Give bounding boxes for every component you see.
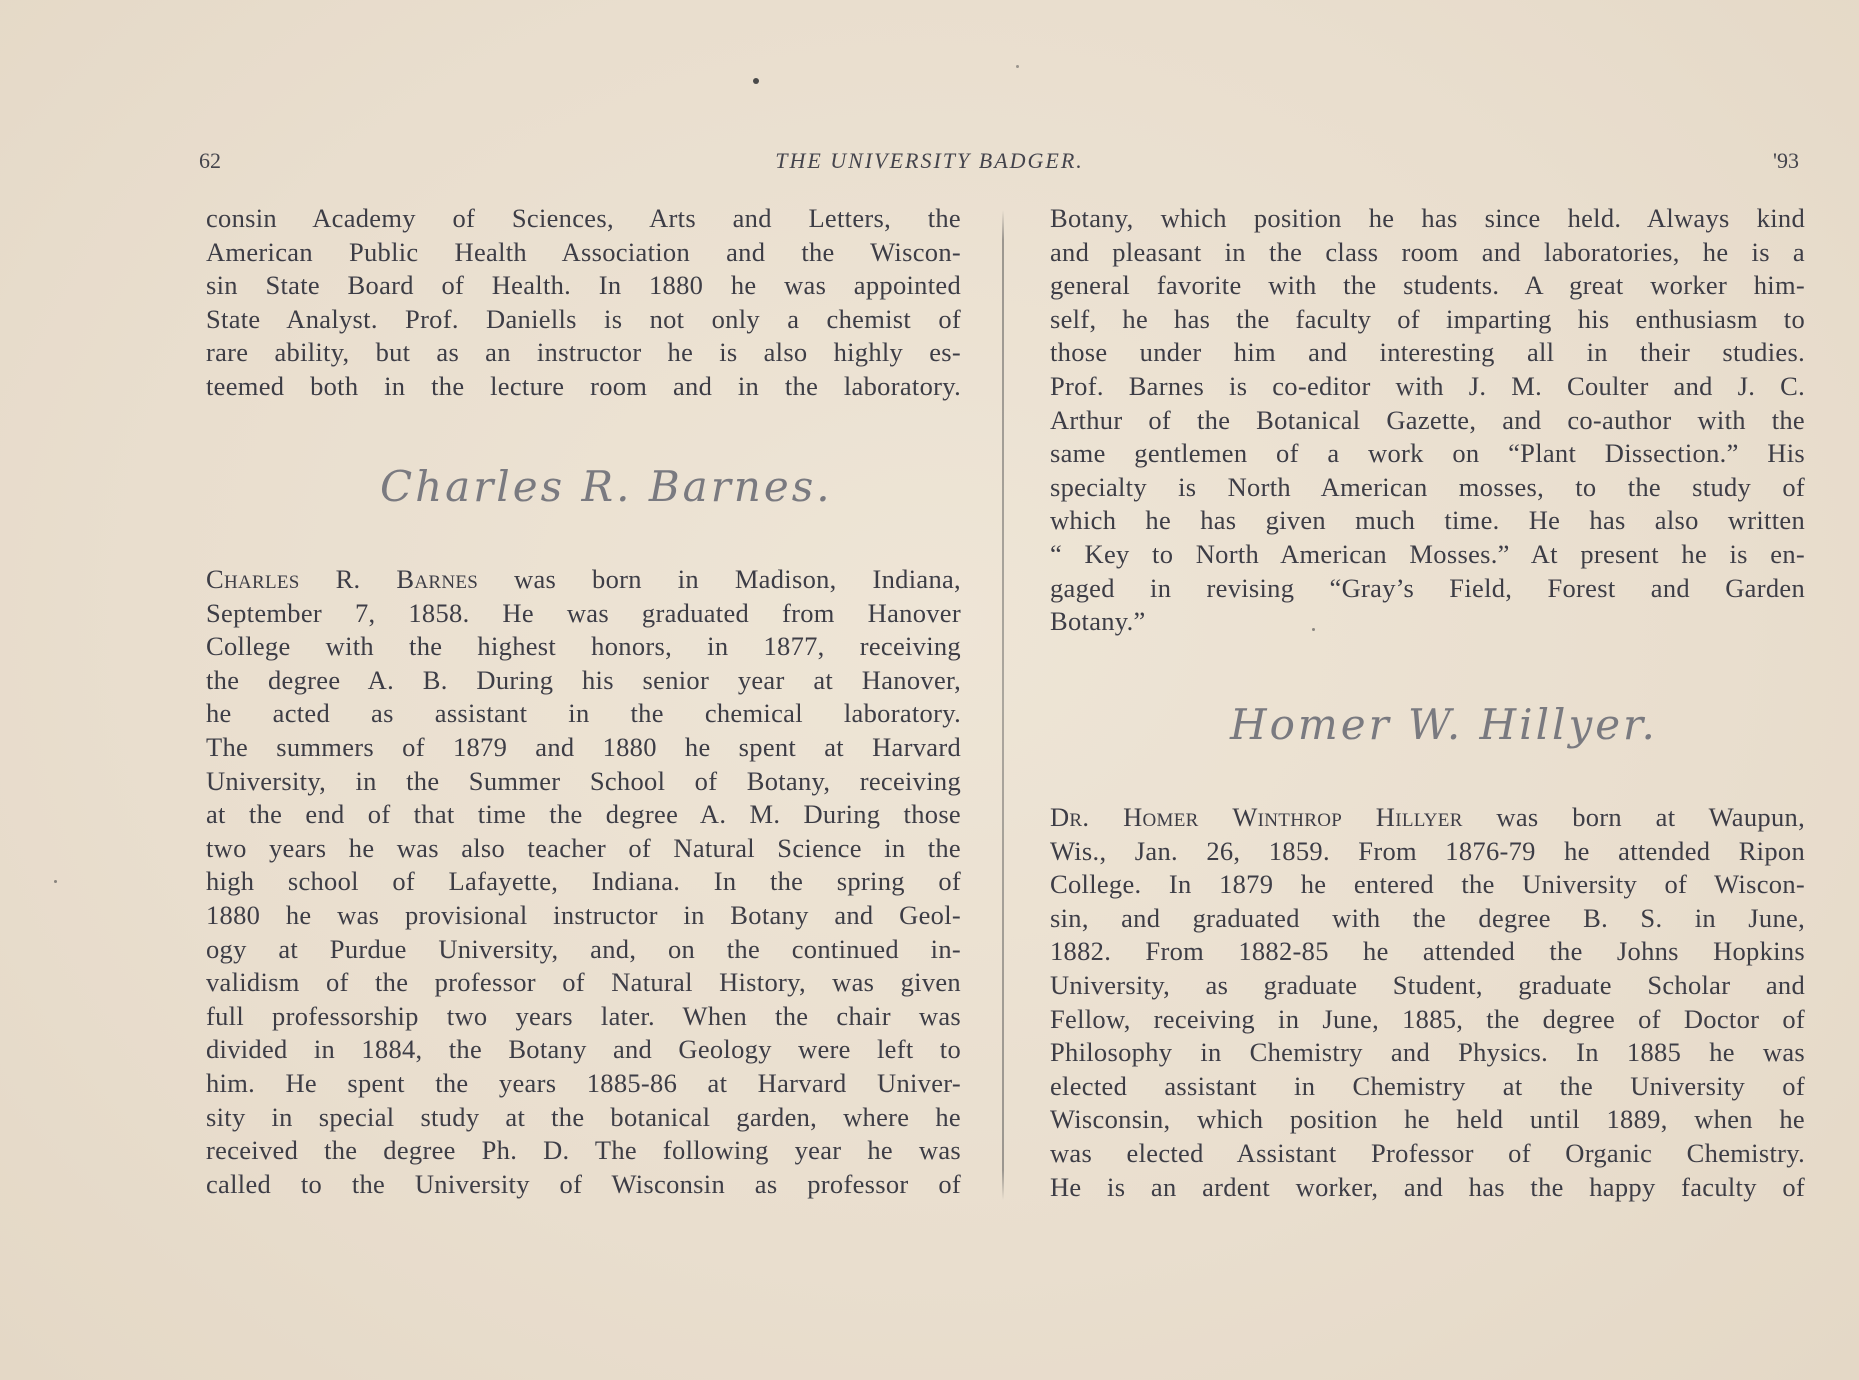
text-line: Wis., Jan. 26, 1859. From 1876-79 he attended Ripon — [1050, 835, 1805, 866]
text-line: at the end of that time the degree A. M. During those — [206, 799, 961, 830]
text-line: divided in 1884, the Botany and Geology were left to — [206, 1034, 961, 1065]
signature-homer-hillyer: Homer W. Hillyer. — [1230, 700, 1658, 749]
text-line: self, he has the faculty of imparting his enthusiasm to — [1050, 303, 1805, 334]
class-year: '93 — [1773, 148, 1799, 173]
text-line — [206, 563, 961, 597]
text-line: consin Academy of Sciences, Arts and Letters, the — [206, 203, 961, 233]
text-line: those under him and interesting all in their studies. — [1050, 337, 1805, 368]
text-line: teemed both in the lecture room and in the laboratory. — [206, 370, 961, 401]
text-line: called to the University of Wisconsin as professor of — [206, 1168, 961, 1199]
text-line: 1882. From 1882-85 he attended the Johns Hopkins — [1050, 936, 1805, 967]
text-line: sin State Board of Health. In 1880 he was appointed — [206, 270, 961, 301]
text-line: The summers of 1879 and 1880 he spent at Harvard — [206, 731, 961, 762]
ink-speck — [54, 880, 57, 883]
ink-speck — [1016, 65, 1019, 68]
text-line: which he has given much time. He has also written — [1050, 505, 1805, 536]
text-line: University, in the Summer School of Botany, receiving — [206, 765, 961, 796]
text-line: validism of the professor of Natural History, was given — [206, 967, 961, 998]
text-line: same gentlemen of a work on “Plant Dissection.” His — [1050, 438, 1805, 469]
text-line: College with the highest honors, in 1877, receiving — [206, 631, 961, 662]
text-line: Botany.” — [1050, 606, 1146, 637]
text-line: gaged in revising “Gray’s Field, Forest and Garden — [1050, 572, 1805, 603]
bio-middle-name: Winthrop — [1232, 802, 1343, 832]
text-line: him. He spent the years 1885-86 at Harvard Univer- — [206, 1067, 961, 1098]
bio-name-initial: R. — [299, 564, 397, 594]
text-line: Botany, which position he has since held. Always kind — [1050, 203, 1805, 233]
text-line: the degree A. B. During his senior year at Hanover, — [206, 664, 961, 695]
text-line: high school of Lafayette, Indiana. In the spring of — [206, 866, 961, 897]
text-line: sin, and graduated with the degree B. S. in June, — [1050, 902, 1805, 933]
text-line: September 7, 1858. He was graduated from Hanover — [206, 597, 961, 628]
text-line: American Public Health Association and the Wiscon- — [206, 236, 961, 267]
right-intro-paragraph — [1050, 202, 1805, 639]
text-line: “ Key to North American Mosses.” At present he is en- — [1050, 538, 1805, 569]
text-line: he acted as assistant in the chemical laboratory. — [206, 698, 961, 729]
text-line: Arthur of the Botanical Gazette, and co-author with the — [1050, 404, 1805, 435]
running-title: THE UNIVERSITY BADGER. — [775, 148, 1084, 173]
bio-surname: Hillyer — [1375, 802, 1463, 832]
text-line: full professorship two years later. When the chair was — [206, 1000, 961, 1031]
left-intro-paragraph — [206, 202, 961, 404]
text-line: was elected Assistant Professor of Organic Chemistry. — [1050, 1137, 1805, 1168]
text-line: ogy at Purdue University, and, on the continued in- — [206, 933, 961, 964]
text-line: and pleasant in the class room and laboratories, he is a — [1050, 236, 1805, 267]
text-line: specialty is North American mosses, to the study of — [1050, 471, 1805, 502]
text-line: Fellow, receiving in June, 1885, the degree of Doctor of — [1050, 1003, 1805, 1034]
text-line: sity in special study at the botanical garden, where he — [206, 1101, 961, 1132]
bio-title: Dr. — [1050, 802, 1090, 832]
text-line: College. In 1879 he entered the University of Wiscon- — [1050, 869, 1805, 900]
signature-charles-barnes: Charles R. Barnes. — [380, 462, 833, 511]
text-line: general favorite with the students. A great worker him- — [1050, 270, 1805, 301]
bio-text: was born in Madison, Indiana, — [478, 564, 961, 594]
text-line: received the degree Ph. D. The following year he was — [206, 1135, 961, 1166]
ink-speck — [753, 78, 759, 84]
page-number: 62 — [199, 148, 221, 173]
text-line: University, as graduate Student, graduate Scholar and — [1050, 969, 1805, 1000]
barnes-biography — [206, 563, 961, 1201]
bio-text: was born at Waupun, — [1462, 802, 1805, 832]
text-line: He is an ardent worker, and has the happy faculty of — [1050, 1171, 1805, 1202]
text-line: rare ability, but as an instructor he is also highly es- — [206, 337, 961, 368]
text-line: Wisconsin, which position he held until 1889, when he — [1050, 1104, 1805, 1135]
text-line: elected assistant in Chemistry at the University of — [1050, 1070, 1805, 1101]
column-divider — [1002, 210, 1004, 1200]
text-line — [1050, 801, 1805, 835]
text-line: two years he was also teacher of Natural Science in the — [206, 832, 961, 863]
bio-surname: Barnes — [396, 564, 479, 594]
text-line: Philosophy in Chemistry and Physics. In 1885 he was — [1050, 1037, 1805, 1068]
hillyer-biography — [1050, 801, 1805, 1204]
bio-name: Homer — [1123, 802, 1199, 832]
text-line: Prof. Barnes is co-editor with J. M. Coulter and J. C. — [1050, 370, 1805, 401]
text-line: 1880 he was provisional instructor in Botany and Geol- — [206, 899, 961, 930]
bio-name: Charles — [206, 564, 300, 594]
text-line: State Analyst. Prof. Daniells is not only a chemist of — [206, 303, 961, 334]
